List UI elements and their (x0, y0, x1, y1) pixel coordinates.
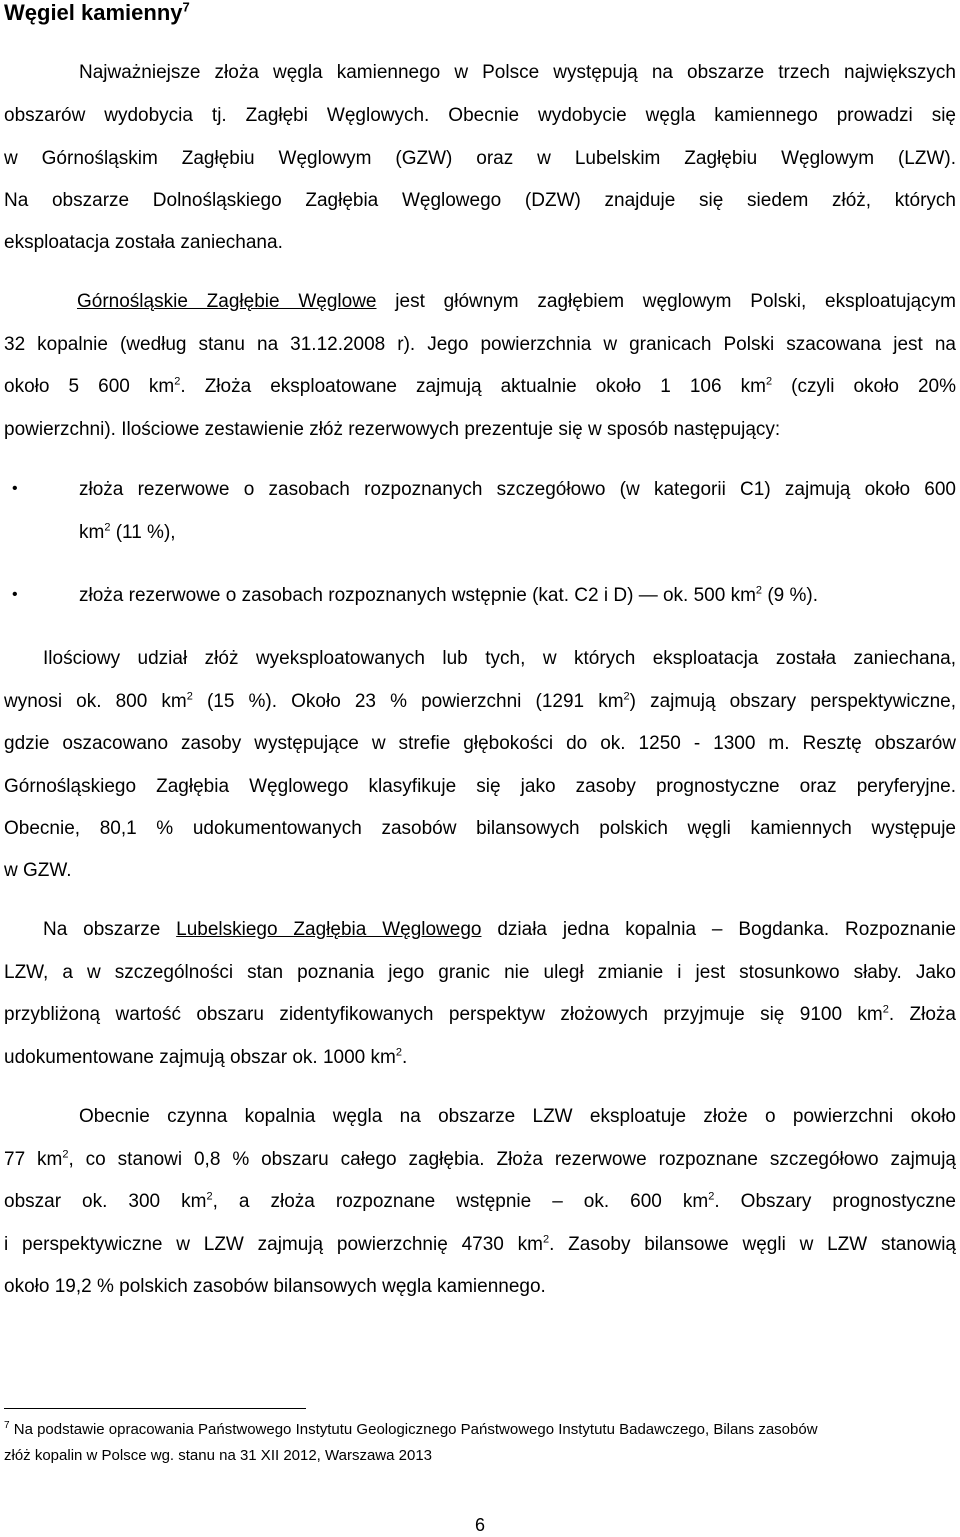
sup: 2 (104, 521, 111, 534)
p2-line-3 (4, 375, 956, 399)
p3-line-3: gdzie oszacowano zasoby występujące w strefie głębokości do ok. 1250 - 1300 m. Resztę obszarów (4, 733, 956, 754)
footnote-text-1: Na podstawie opracowania Państwowego Instytutu Geologicznego Państwowego Instytutu Badawczego, Bilans zasobów (9, 1421, 818, 1438)
section-heading (4, 0, 190, 26)
footnote-line-2: złóż kopalin w Polsce wg. stanu na 31 XII 2012, Warszawa 2013 (4, 1447, 433, 1464)
p3-l2a: wynosi ok. 800 km (4, 691, 187, 712)
p5-line-5: około 19,2 % polskich zasobów bilansowych węgla kamiennego. (4, 1276, 546, 1297)
footnote-line-1 (4, 1420, 818, 1440)
b2b: (9 %). (762, 585, 818, 606)
sup: 2 (62, 1148, 69, 1161)
b1-l2a: km (79, 522, 105, 543)
b2a: złoża rezerwowe o zasobach rozpoznanych wstępnie (kat. C2 i D) — ok. 500 km (79, 585, 756, 606)
p5-line-3 (4, 1190, 956, 1214)
p3-l2b: (15 %). Około 23 % powierzchni (1291 km (192, 691, 624, 712)
p1-line-4: Na obszarze Dolnośląskiego Zagłębia Węglowego (DZW) znajduje się siedem złóż, których (4, 190, 956, 211)
heading-text: Węgiel kamienny (4, 0, 183, 25)
sup: 2 (395, 1046, 402, 1059)
p5-l4b: . Zasoby bilansowe węgli w LZW stanowią (549, 1234, 956, 1255)
p3-line-1: Ilościowy udział złóż wyeksploatowanych lub tych, w których eksploatacja została zaniechana, (43, 648, 956, 669)
sup: 2 (755, 584, 763, 597)
sup: 2 (882, 1003, 889, 1016)
bullet-2-icon: • (12, 586, 18, 603)
p4-line-2: LZW, a w szczególności stan poznania jego granic nie uległ zmianie i jest stosunkowo słaby. Jako (4, 962, 956, 983)
lzw-link[interactable]: Lubelskiego Zagłębia Węglowego (176, 919, 482, 940)
bullet-1-line-1: złoża rezerwowe o zasobach rozpoznanych szczegółowo (w kategorii C1) zajmują około 600 (79, 479, 956, 500)
footnote-number: 7 (4, 1420, 10, 1431)
b1-l2b: (11 %), (110, 522, 176, 543)
p2-l3a: około 5 600 km (4, 376, 175, 397)
p5-line-4 (4, 1233, 956, 1257)
p4-l4a: udokumentowane zajmują obszar ok. 1000 km (4, 1047, 396, 1068)
p2-line-1 (77, 290, 956, 314)
p4-l1b: działa jedna kopalnia – Bogdanka. Rozpoznanie (481, 919, 956, 940)
footnote-divider (4, 1408, 306, 1409)
p4-line-4 (4, 1046, 956, 1070)
gzw-link[interactable]: Górnośląskie Zagłębie Węglowe (77, 291, 377, 312)
bullet-1-line-2 (79, 521, 960, 545)
p1-line-3: w Górnośląskim Zagłębiu Węglowym (GZW) oraz w Lubelskim Zagłębiu Węglowym (LZW). (4, 148, 956, 169)
bullet-1-icon: • (12, 480, 18, 497)
sup: 2 (542, 1233, 550, 1246)
p2-l3c: (czyli około 20% (772, 376, 957, 397)
p5-l3a: obszar ok. 300 km (4, 1191, 207, 1212)
bullet-2-line (79, 584, 960, 608)
p5-l3b: , a złoża rozpoznane wstępnie – ok. 600 km (212, 1191, 709, 1212)
p5-l2b: , co stanowi 0,8 % obszaru całego zagłębia. Złoża rezerwowe rozpoznane szczegółowo zajmują (68, 1149, 956, 1170)
page-number: 6 (474, 1515, 485, 1535)
p5-line-2 (4, 1148, 956, 1172)
p2-line-2: 32 kopalnie (według stanu na 31.12.2008 r). Jego powierzchnia w granicach Polski szacowana jest na (4, 334, 956, 355)
p1-line-5: eksploatacja została zaniechana. (4, 232, 283, 253)
sup: 2 (623, 690, 630, 703)
p5-l3c: . Obszary prognostyczne (714, 1191, 957, 1212)
p4-l1a: Na obszarze (43, 919, 177, 940)
p5-l2a: 77 km (4, 1149, 63, 1170)
p3-l2c: ) zajmują obszary perspektywiczne, (629, 691, 957, 712)
p5-l4a: i perspektywiczne w LZW zajmują powierzchnię 4730 km (4, 1234, 543, 1255)
p4-l4b: . (401, 1047, 408, 1068)
footnote-ref[interactable]: 7 (182, 0, 190, 15)
p5-line-1: Obecnie czynna kopalnia węgla na obszarze LZW eksploatuje złoże o powierzchni około (79, 1106, 956, 1127)
sup: 2 (186, 690, 193, 703)
sup: 2 (174, 375, 181, 388)
sup: 2 (708, 1190, 715, 1203)
p4-l3a: przybliżoną wartość obszaru zidentyfikowanych perspektyw złożowych przyjmuje się 9100 km (4, 1004, 883, 1025)
p4-line-3 (4, 1003, 956, 1027)
p4-line-1 (43, 918, 956, 942)
sup: 2 (206, 1190, 213, 1203)
p1-line-1: Najważniejsze złoża węgla kamiennego w Polsce występują na obszarze trzech największych (79, 62, 956, 83)
p3-line-4: Górnośląskiego Zagłębia Węglowego klasyfikuje się jako zasoby prognostyczne oraz peryferyjne. (4, 776, 956, 797)
p3-line-5: Obecnie, 80,1 % udokumentowanych zasobów bilansowych polskich węgli kamiennych występuje (4, 818, 956, 839)
p2-line-1-rest: jest głównym zagłębiem węglowym Polski, eksploatującym (376, 291, 956, 312)
p2-l3b: . Złoża eksploatowane zajmują aktualnie około 1 106 km (180, 376, 766, 397)
p3-line-2 (4, 690, 956, 714)
p1-line-2: obszarów wydobycia tj. Zagłębi Węglowych. Obecnie wydobycie węgla kamiennego prowadzi się (4, 105, 956, 126)
p3-line-6: w GZW. (4, 860, 72, 881)
p2-line-4: powierzchni). Ilościowe zestawienie złóż rezerwowych prezentuje się w sposób następujący: (4, 419, 781, 440)
p4-l3b: . Złoża (888, 1004, 956, 1025)
sup: 2 (765, 375, 773, 388)
